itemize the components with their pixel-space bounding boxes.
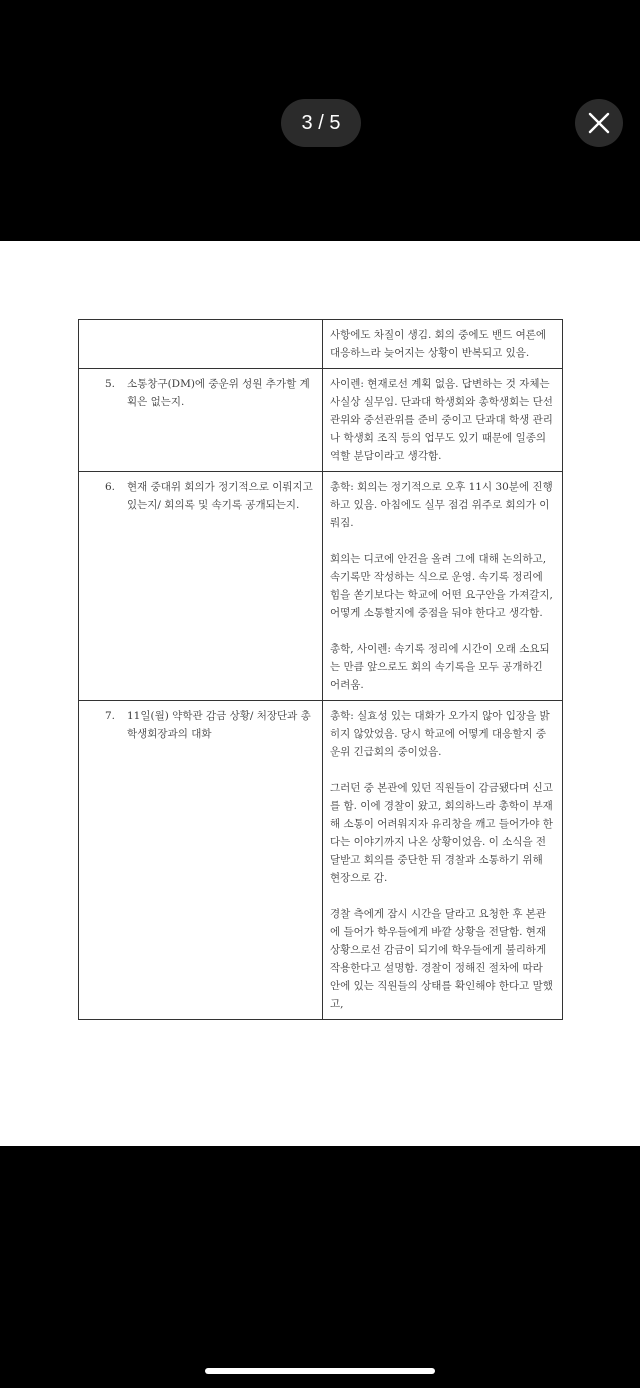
answer-paragraph: 총학: 실효성 있는 대화가 오가지 않아 입장을 밝히지 않았었음. 당시 학교에 어떻게 대응할지 중운위 긴급회의 중이었음. [330, 710, 550, 758]
answer-cell [323, 320, 563, 369]
question-cell [79, 369, 323, 472]
document-table [78, 319, 563, 1020]
table-row [79, 369, 563, 472]
answer-cell [323, 369, 563, 472]
answer-cell [323, 701, 563, 1020]
answer-paragraph: 그러던 중 본관에 있던 직원들이 감금됐다며 신고를 함. 이에 경찰이 왔고, 회의하느라 총학이 부재해 소통이 어려워지자 유리창을 깨고 들어가야 한다는 이야기까지 나온 상황이었음. 이 소식을 전달받고 회의를 중단한 뒤 경찰과 소통하기 위해 현장으로 감. [330, 782, 553, 884]
close-button[interactable] [575, 99, 623, 147]
question-number: 6. [105, 481, 116, 493]
answer-cell [323, 472, 563, 701]
question-cell [79, 472, 323, 701]
question-text: 소통창구(DM)에 중운위 성원 추가할 계획은 없는지. [127, 378, 310, 408]
document-page-image [0, 241, 640, 1146]
question-text: 11일(월) 약학관 감금 상황/ 처장단과 총학생회장과의 대화 [127, 710, 311, 740]
question-number: 5. [105, 378, 116, 390]
question-cell [79, 320, 323, 369]
answer-paragraph: 사항에도 차질이 생김. 회의 중에도 밴드 여론에 대응하느라 늦어지는 상황이 반복되고 있음. [330, 329, 547, 359]
page-counter-text: 3 / 5 [301, 111, 341, 134]
answer-paragraph: 총학, 사이렌: 속기록 정리에 시간이 오래 소요되는 만큼 앞으로도 회의 속기록을 모두 공개하긴 어려움. [330, 643, 550, 691]
question-number: 7. [105, 710, 116, 722]
answer-paragraph: 사이렌: 현재로선 계획 없음. 답변하는 것 자체는 사실상 실무임. 단과대 학생회와 총학생회는 단선관위와 중선관위를 준비 중이고 단과대 학생 관리나 학생회 조직 등의 업무도 있기 때문에 일종의 역할 분담이라고 생각함. [330, 378, 553, 462]
table-row [79, 472, 563, 701]
page-counter [281, 99, 361, 147]
table-row [79, 320, 563, 369]
answer-paragraph: 경찰 측에게 잠시 시간을 달라고 요청한 후 본관에 들어가 학우들에게 바깥 상황을 전달함. 현재 상황으로선 감금이 되기에 학우들에게 불리하게 작용한다고 설명함. 경찰이 정해진 절차에 따라 안에 있는 직원들의 상태를 확인해야 한다고 말했고, [330, 908, 553, 1010]
close-icon [588, 112, 610, 134]
answer-paragraph: 회의는 디코에 안건을 올려 그에 대해 논의하고, 속기록만 작성하는 식으로 운영. 속기록 정리에 힘을 쏟기보다는 학교에 어떤 요구안을 가져갈지, 어떻게 소통할지에 중점을 둬야 한다고 생각함. [330, 553, 553, 619]
home-indicator[interactable] [205, 1368, 435, 1374]
table-row [79, 701, 563, 1020]
question-text: 현재 중대위 회의가 정기적으로 이뤄지고 있는지/ 회의록 및 속기록 공개되는지. [127, 481, 313, 511]
question-cell [79, 701, 323, 1020]
answer-paragraph: 총학: 회의는 정기적으로 오후 11시 30분에 진행하고 있음. 아침에도 실무 점검 위주로 회의가 이뤄짐. [330, 481, 553, 529]
